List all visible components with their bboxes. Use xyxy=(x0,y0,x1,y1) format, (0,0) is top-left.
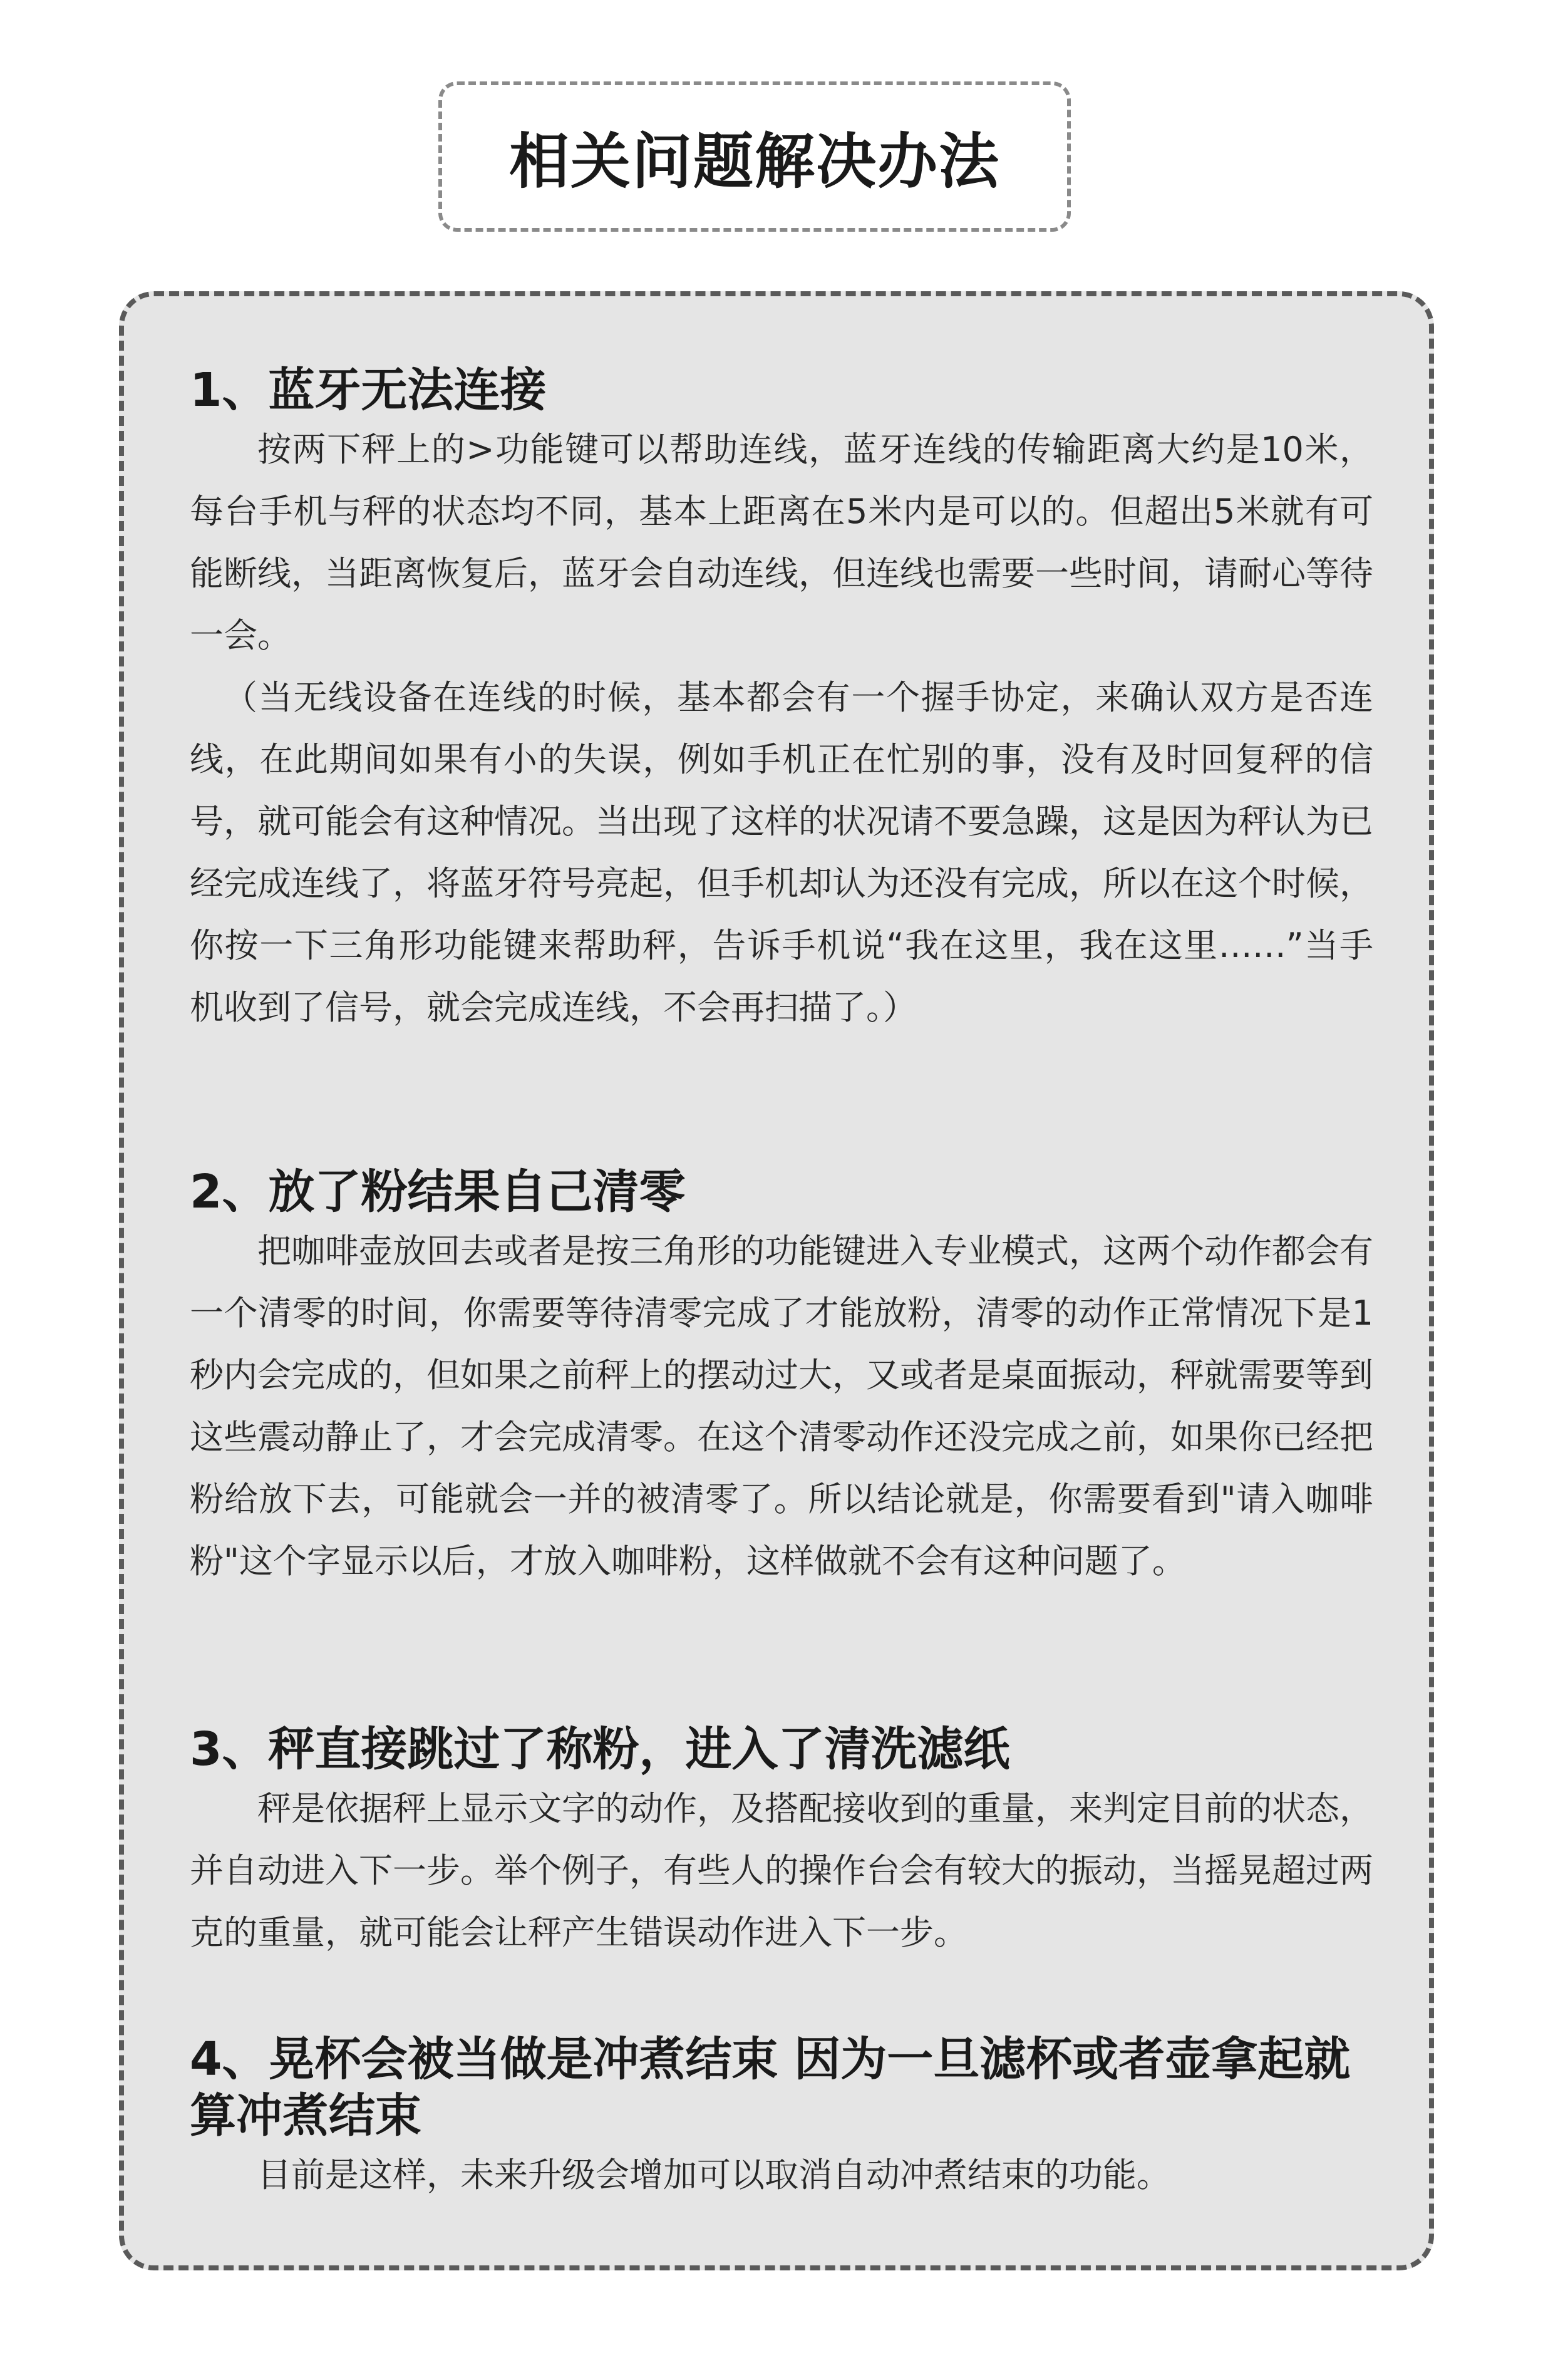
section-paragraph: 目前是这样，未来升级会增加可以取消自动冲煮结束的功能。 xyxy=(257,2155,1170,2195)
section-paragraph: 秤是依据秤上显示文字的动作，及搭配接收到的重量，来判定目前的状态，并自动进入下一步。举个例子，有些人的操作台会有较大的振动，当摇晃超过两克的重量，就可能会让秤产生错误动作进入下一步。 xyxy=(190,1789,1373,1952)
faq-panel xyxy=(119,291,1434,2270)
section-heading: 4、晃杯会被当做是冲煮结束 因为一旦滤杯或者壶拿起就算冲煮结束 xyxy=(190,2032,1351,2143)
page-title: 相关问题解决办法 xyxy=(509,126,1000,197)
section-paragraph: 按两下秤上的>功能键可以帮助连线，蓝牙连线的传输距离大约是10米，每台手机与秤的状态均不同，基本上距离在5米内是可以的。但超出5米就有可能断线，当距离恢复后，蓝牙会自动连线，但连线也需要一些时间，请耐心等待一会。 xyxy=(190,430,1373,655)
section-heading: 1、蓝牙无法连接 xyxy=(190,363,547,417)
faq-section-skip-step xyxy=(190,1721,1373,1963)
faq-section-brew-end xyxy=(190,2031,1373,2206)
faq-section-auto-tare xyxy=(190,1164,1373,1592)
faq-section-bluetooth xyxy=(190,362,1373,1038)
section-heading: 3、秤直接跳过了称粉，进入了清洗滤纸 xyxy=(190,1722,1010,1776)
section-heading: 2、放了粉结果自己清零 xyxy=(190,1165,686,1219)
section-paragraph: 把咖啡壶放回去或者是按三角形的功能键进入专业模式，这两个动作都会有一个清零的时间，你需要等待清零完成了才能放粉，清零的动作正常情况下是1秒内会完成的，但如果之前秤上的摆动过大，又或者是桌面振动，秤就需要等到这些震动静止了，才会完成清零。在这个清零动作还没完成之前，如果你已经把粉给放下去，可能就会一并的被清零了。所以结论就是，你需要看到"请入咖啡粉"这个字显示以后，才放入咖啡粉，这样做就不会有这种问题了。 xyxy=(190,1231,1373,1581)
title-banner xyxy=(438,81,1071,232)
section-paragraph: （当无线设备在连线的时候，基本都会有一个握手协定，来确认双方是否连线，在此期间如果有小的失误，例如手机正在忙别的事，没有及时回复秤的信号，就可能会有这种情况。当出现了这样的状况请不要急躁，这是因为秤认为已经完成连线了，将蓝牙符号亮起，但手机却认为还没有完成，所以在这个时候，你按一下三角形功能键来帮助秤，告诉手机说“我在这里，我在这里……”当手机收到了信号，就会完成连线，不会再扫描了。） xyxy=(190,678,1373,1027)
